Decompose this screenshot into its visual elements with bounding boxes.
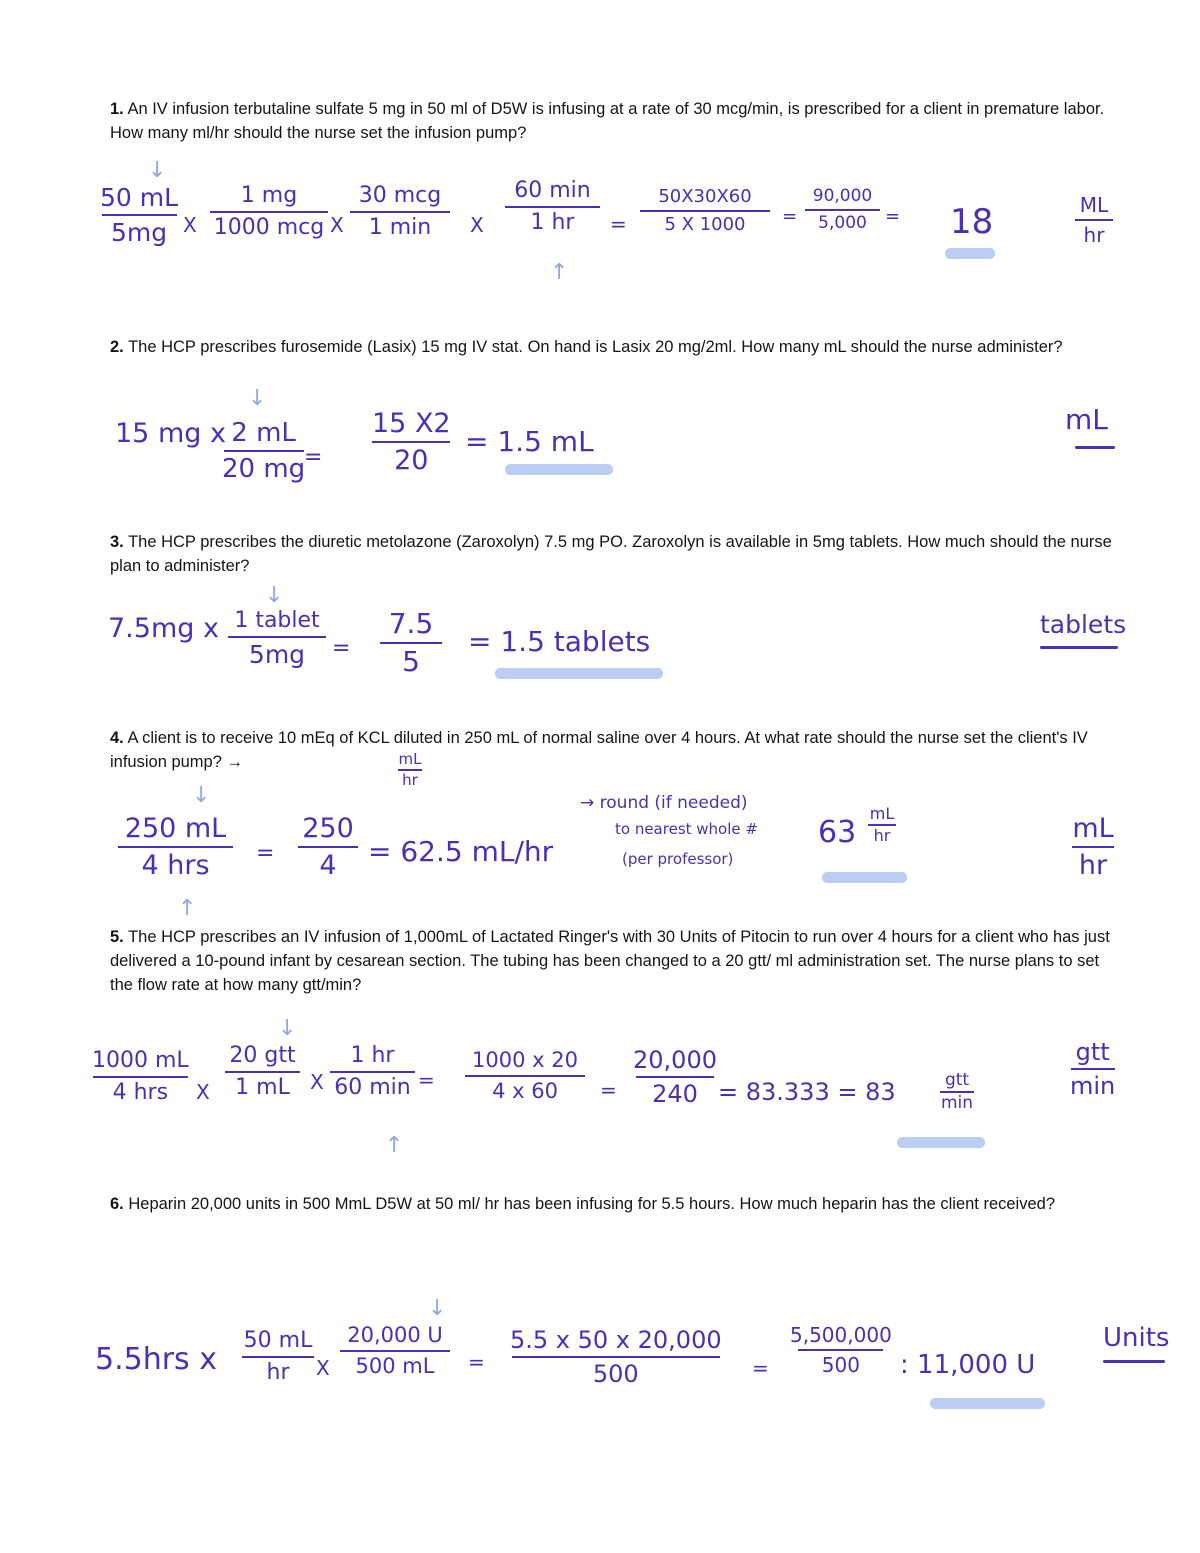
down-arrow-icon: ↓ (265, 583, 284, 608)
question-1 (110, 97, 1120, 145)
down-arrow-icon: ↓ (192, 783, 211, 808)
question-number: 5. (110, 928, 124, 946)
rounding-note: to nearest whole # (615, 820, 758, 838)
down-arrow-icon: ↓ (278, 1016, 297, 1041)
down-arrow-icon: ↓ (148, 158, 167, 183)
up-arrow-icon: ↑ (550, 260, 569, 285)
unit-q2: mL (1065, 403, 1108, 436)
fraction-4: 5,500,000 500 (790, 1323, 892, 1377)
fraction-5: 20,000 240 (633, 1046, 717, 1108)
given-dose: 7.5mg x (108, 613, 219, 644)
equals-sign: = (610, 212, 627, 236)
fraction-1: 2 mL 20 mg (222, 418, 306, 484)
times-sign: X (316, 1356, 330, 1380)
fraction-1: 1000 mL 4 hrs (92, 1048, 189, 1105)
fraction-5: 50X30X60 5 X 1000 (640, 188, 770, 234)
answer-q6: : 11,000 U (900, 1350, 1036, 1380)
equals-sign: = (418, 1068, 435, 1092)
fraction-3: 1 hr 60 min (330, 1045, 415, 1099)
equals-sign: = (600, 1078, 617, 1102)
times-sign: X (196, 1080, 210, 1104)
highlight (822, 872, 907, 883)
fraction-3: 5.5 x 50 x 20,000 500 (510, 1326, 722, 1388)
question-3 (110, 530, 1120, 578)
question-text: The HCP prescribes the diuretic metolazone (Zaroxolyn) 7.5 mg PO. Zaroxolyn is available in 5mg tablets. How much should the nurse plan to administer? (110, 533, 1112, 575)
unit-underline (1075, 446, 1115, 449)
fraction-4: 60 min 1 hr (505, 180, 600, 234)
equals-sign: = (304, 445, 323, 470)
answer-q1: 18 (950, 202, 994, 242)
times-sign: X (330, 213, 344, 237)
fraction-2: 15 X2 20 (372, 408, 451, 476)
fraction-4: 1000 x 20 4 x 60 (465, 1050, 585, 1102)
fraction-2: 20,000 U 500 mL (340, 1325, 450, 1377)
fraction-1: 1 tablet 5mg (228, 610, 326, 667)
unit-q4: mL hr (1072, 813, 1114, 881)
highlight (897, 1137, 985, 1148)
fraction-1: 50 mL 5mg (100, 183, 179, 247)
equals-sign: = (885, 206, 901, 227)
question-text: An IV infusion terbutaline sulfate 5 mg in 50 ml of D5W is infusing at a rate of 30 mcg/min, is prescribed for a client in premature labor. How many ml/hr should the nurse set the infusion pump? (110, 100, 1105, 142)
highlight (945, 248, 995, 259)
question-number: 6. (110, 1195, 124, 1213)
question-text: The HCP prescribes furosemide (Lasix) 15 mg IV stat. On hand is Lasix 20 mg/2ml. How many mL should the nurse administer? (128, 338, 1063, 356)
answer-unit: mL hr (869, 804, 895, 845)
question-text: Heparin 20,000 units in 500 MmL D5W at 50 ml/ hr has been infusing for 5.5 hours. How much heparin has the client received? (128, 1195, 1056, 1213)
equals-sign: = (468, 1350, 485, 1374)
fraction-2: 250 4 (298, 815, 358, 879)
unit-underline (1040, 646, 1118, 649)
fraction-2: 1 mg 1000 mcg (210, 185, 328, 239)
question-5 (110, 925, 1120, 997)
equals-sign: = (752, 1356, 769, 1380)
question-text: A client is to receive 10 mEq of KCL diluted in 250 mL of normal saline over 4 hours. At what rate should the nurse set the client's IV infusion pump? → (110, 729, 1088, 771)
question-number: 3. (110, 533, 124, 551)
equals-sign: = (256, 841, 275, 866)
unit-q6: Units (1103, 1323, 1170, 1353)
given-time: 5.5hrs x (95, 1342, 217, 1377)
question-2 (110, 335, 1120, 359)
question-number: 1. (110, 100, 124, 118)
answer-unit: gtt min (940, 1070, 974, 1113)
times-sign: X (470, 213, 484, 237)
highlight (505, 464, 613, 475)
inline-unit: mL hr (398, 750, 422, 789)
highlight (495, 668, 663, 679)
question-4 (110, 726, 1120, 774)
up-arrow-icon: ↑ (178, 896, 197, 921)
fraction-6: 90,000 5,000 (805, 188, 880, 232)
times-sign: X (183, 213, 197, 237)
down-arrow-icon: ↓ (428, 1296, 447, 1321)
highlight (930, 1398, 1045, 1409)
answer-q2: = 1.5 mL (465, 425, 594, 458)
question-number: 2. (110, 338, 124, 356)
unit-q3: tablets (1040, 610, 1127, 639)
fraction-1: 50 mL hr (243, 1328, 313, 1385)
fraction-2: 7.5 5 (380, 610, 442, 676)
fraction-2: 20 gtt 1 mL (225, 1045, 300, 1099)
up-arrow-icon: ↑ (385, 1133, 404, 1158)
down-arrow-icon: ↓ (248, 386, 267, 411)
rate-result: = 83.333 = 83 (718, 1078, 896, 1106)
fraction-3: 30 mcg 1 min (350, 185, 450, 239)
question-text: The HCP prescribes an IV infusion of 1,000mL of Lactated Ringer's with 30 Units of Pitocin to run over 4 hours for a client who has just delivered a 10-pound infant by cesarean section. The tubing has been changed to a 20 gtt/ ml administration set. The nurse plans to set the flow rate at how many gtt/min? (110, 928, 1110, 994)
times-sign: X (310, 1070, 324, 1094)
equals-sign: = (332, 636, 351, 661)
unit-underline (1103, 1360, 1165, 1363)
question-number: 4. (110, 729, 124, 747)
rounding-note: → round (if needed) (580, 793, 748, 813)
unit-q5: gtt min (1070, 1038, 1116, 1100)
given-dose: 15 mg x (115, 418, 226, 449)
answer-q3: = 1.5 tablets (468, 625, 651, 658)
answer-q4: 63 (818, 815, 857, 850)
equals-sign: = (782, 206, 798, 227)
rounding-note: (per professor) (622, 850, 734, 868)
question-6 (110, 1192, 1120, 1216)
rate-result: = 62.5 mL/hr (368, 835, 554, 868)
fraction-1: 250 mL 4 hrs (118, 815, 233, 879)
unit-q1: ML hr (1075, 195, 1113, 245)
